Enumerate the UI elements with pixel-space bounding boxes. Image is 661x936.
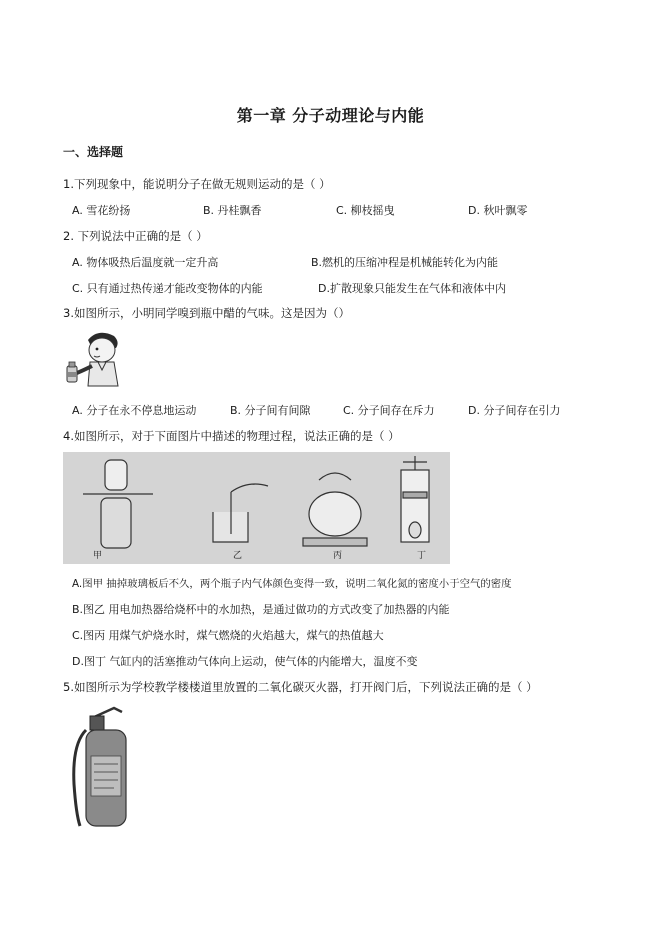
question-2-option-b: B.燃机的压缩冲程是机械能转化为内能 xyxy=(311,256,499,269)
question-5-stem: 5.如图所示为学校教学楼楼道里放置的二氧化碳灭火器，打开阀门后，下列说法正确的是（ ） xyxy=(63,680,538,694)
figure-label-yi: 乙 xyxy=(233,551,243,561)
question-3-option-b: B. 分子间有间隙 xyxy=(230,404,311,417)
question-4-option-c: C.图丙 用煤气炉烧水时，煤气燃烧的火焰越大，煤气的热值越大 xyxy=(72,629,384,642)
page-title: 第一章 分子动理论与内能 xyxy=(236,106,425,125)
four-experiments-figure xyxy=(63,452,450,564)
question-3-option-d: D. 分子间存在引力 xyxy=(468,404,561,417)
boy-smelling-bottle-figure xyxy=(64,328,128,392)
figure-label-ding: 丁 xyxy=(417,551,427,561)
question-3-stem: 3.如图所示，小明同学嗅到瓶中醋的气味。这是因为（） xyxy=(63,306,350,320)
question-3-option-a: A. 分子在永不停息地运动 xyxy=(72,404,197,417)
question-1-option-c: C. 柳枝摇曳 xyxy=(336,204,395,217)
question-4-stem: 4.如图所示，对于下面图片中描述的物理过程，说法正确的是（ ） xyxy=(63,429,400,443)
question-4-option-b: B.图乙 用电加热器给烧杯中的水加热，是通过做功的方式改变了加热器的内能 xyxy=(72,603,450,616)
question-2-option-c: C. 只有通过热传递才能改变物体的内能 xyxy=(72,282,263,295)
question-2-option-a: A. 物体吸热后温度就一定升高 xyxy=(72,256,219,269)
question-2-stem: 2. 下列说法中正确的是（ ） xyxy=(63,229,208,243)
question-4-option-a: A.图甲 抽掉玻璃板后不久，两个瓶子内气体颜色变得一致，说明二氧化氮的密度小于空气的密度 xyxy=(72,578,512,590)
question-2-option-d: D.扩散现象只能发生在气体和液体中内 xyxy=(318,282,506,295)
fire-extinguisher-figure xyxy=(66,704,132,830)
question-1-option-a: A. 雪花纷扬 xyxy=(72,204,131,217)
section-heading: 一、选择题 xyxy=(63,145,124,159)
figure-label-jia: 甲 xyxy=(93,551,103,561)
figure-label-bing: 丙 xyxy=(333,551,343,561)
question-1-stem: 1.下列现象中，能说明分子在做无规则运动的是（ ） xyxy=(63,177,331,191)
question-1-option-b: B. 丹桂飘香 xyxy=(203,204,262,217)
question-4-option-d: D.图丁 气缸内的活塞推动气体向上运动，使气体的内能增大，温度不变 xyxy=(72,655,418,668)
question-1-option-d: D. 秋叶飘零 xyxy=(468,204,528,217)
question-3-option-c: C. 分子间存在斥力 xyxy=(343,404,435,417)
